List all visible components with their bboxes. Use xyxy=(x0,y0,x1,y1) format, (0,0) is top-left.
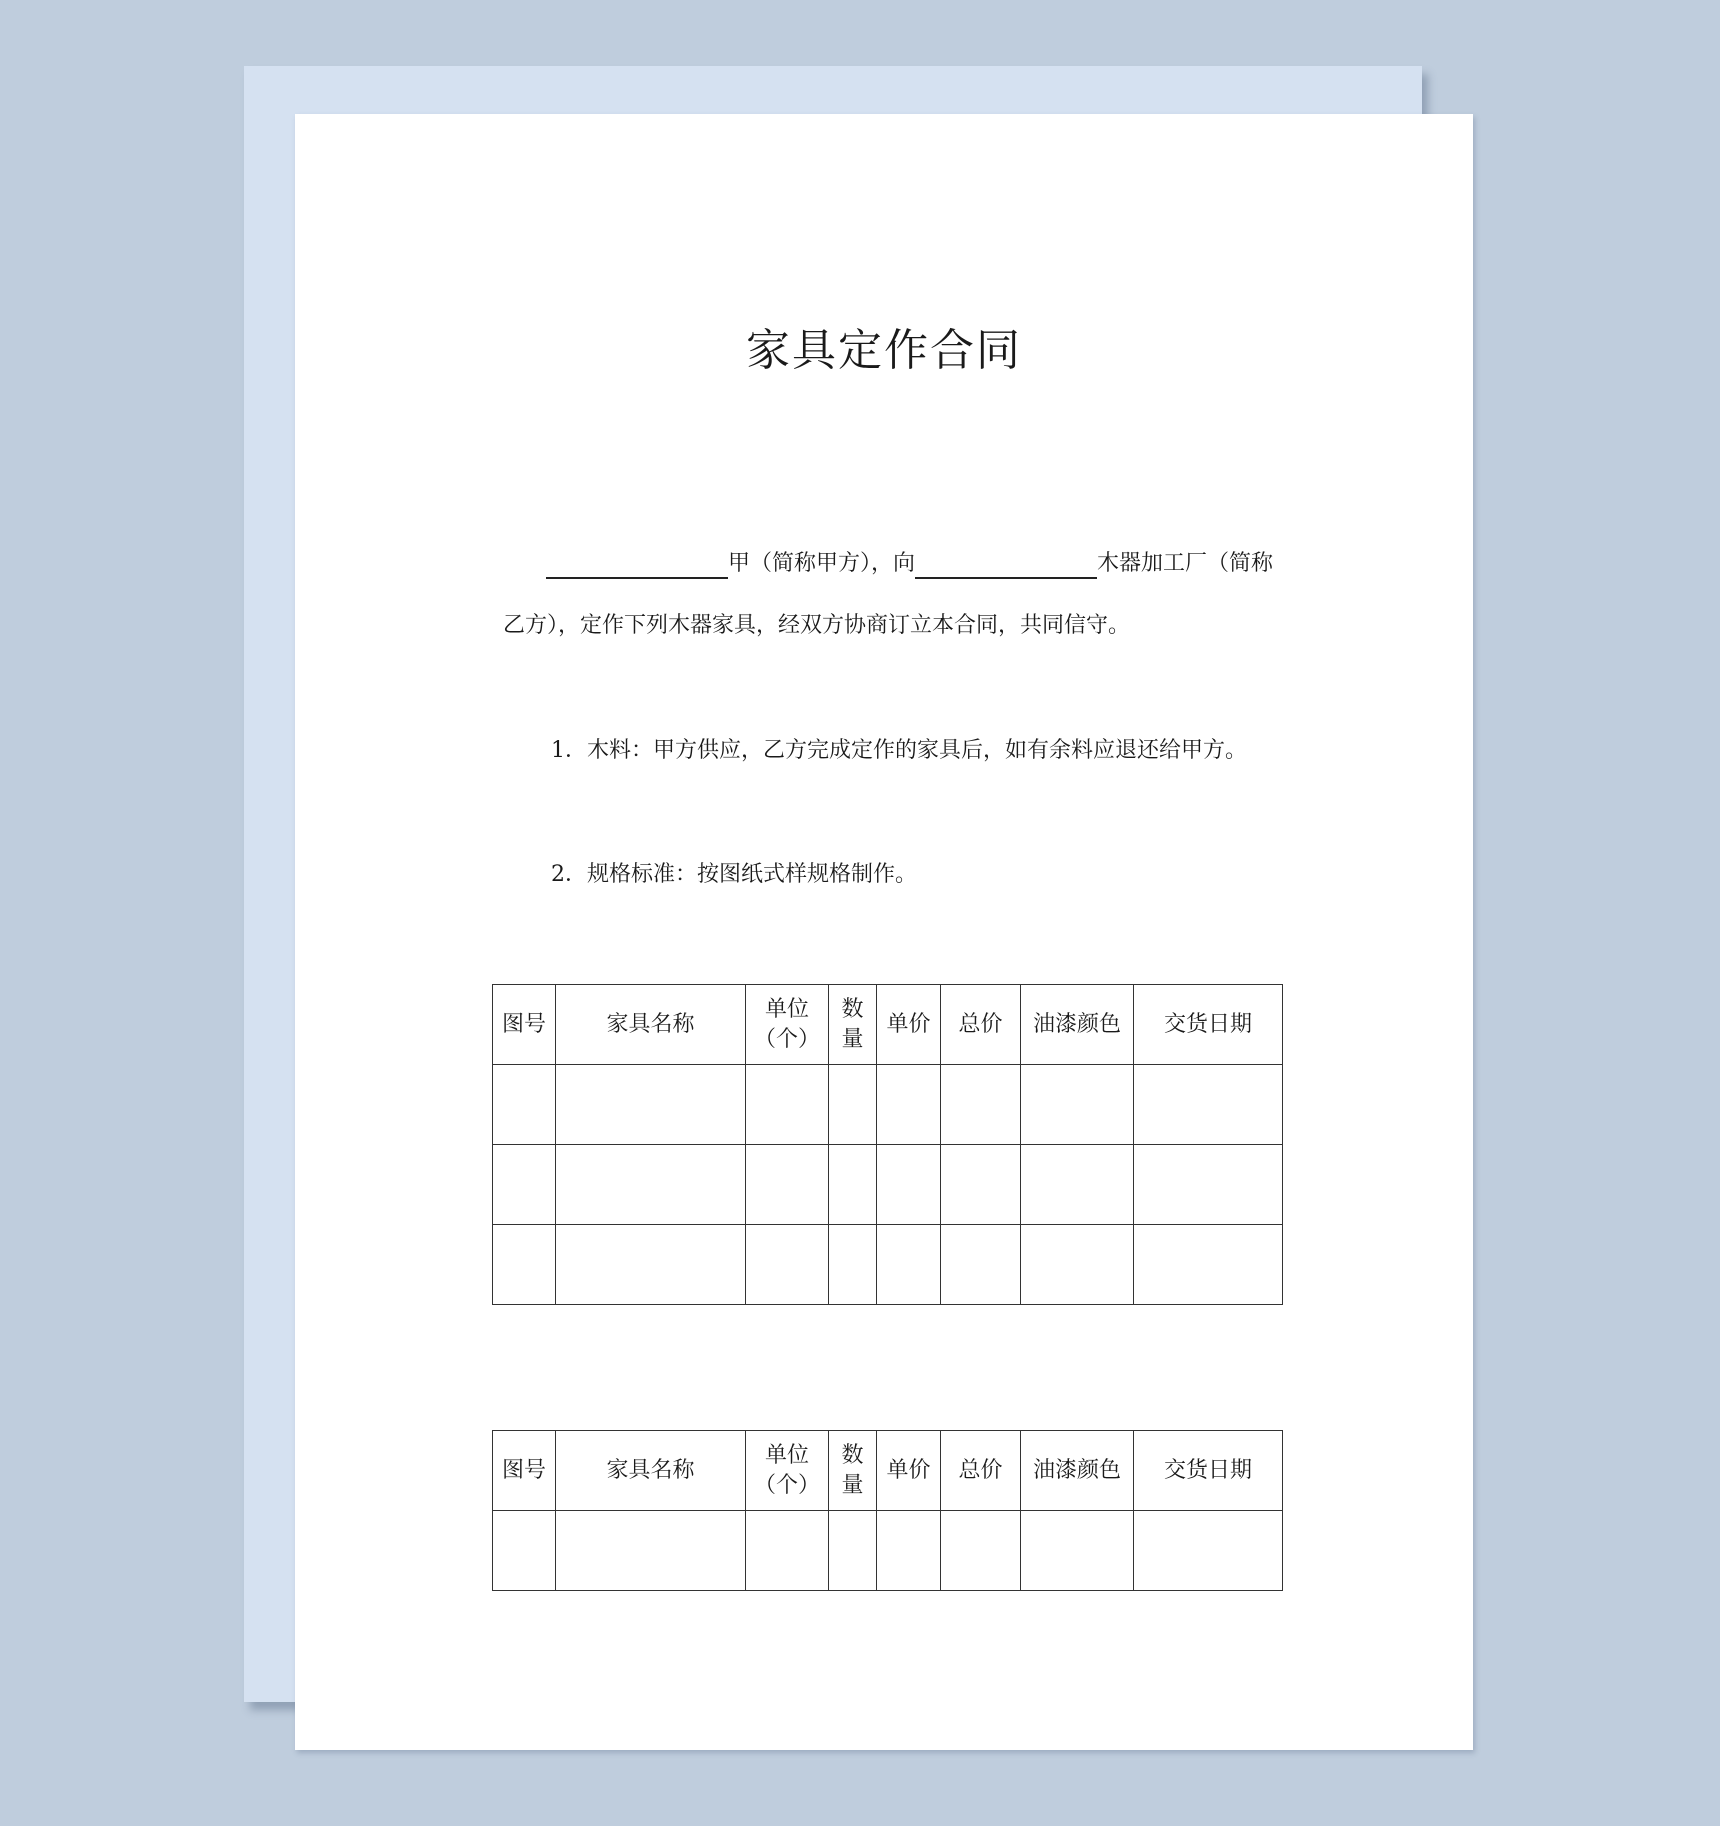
header-qty-line1: 数 xyxy=(841,1442,864,1468)
header-unit-price: 单价 xyxy=(877,985,941,1065)
table-cell[interactable] xyxy=(493,1511,556,1591)
table-cell[interactable] xyxy=(493,1145,556,1225)
party-b-blank xyxy=(915,553,1097,579)
header-unit xyxy=(746,985,829,1065)
intro-party-a-text: 甲（简称甲方），向 xyxy=(728,551,916,576)
party-a-blank xyxy=(546,553,728,579)
table-row xyxy=(493,1511,1283,1591)
header-drawing-no: 图号 xyxy=(493,1431,556,1511)
table-cell[interactable] xyxy=(746,1145,829,1225)
table-cell[interactable] xyxy=(746,1065,829,1145)
table-cell[interactable] xyxy=(1134,1065,1283,1145)
table-cell[interactable] xyxy=(941,1065,1021,1145)
header-total-price: 总价 xyxy=(941,985,1021,1065)
table-cell[interactable] xyxy=(829,1225,877,1305)
header-unit-line1: 单位 xyxy=(764,996,809,1022)
intro-line-2: 乙方），定作下列木器家具，经双方协商订立本合同，共同信守。 xyxy=(503,613,1131,638)
table-cell[interactable] xyxy=(877,1225,941,1305)
header-unit-price: 单价 xyxy=(877,1431,941,1511)
table-cell[interactable] xyxy=(829,1145,877,1225)
header-drawing-no: 图号 xyxy=(493,985,556,1065)
table-cell[interactable] xyxy=(877,1511,941,1591)
intro-line-1 xyxy=(546,549,1273,579)
table-cell[interactable] xyxy=(1021,1511,1134,1591)
header-paint-color: 油漆颜色 xyxy=(1021,1431,1134,1511)
header-quantity xyxy=(829,1431,877,1511)
header-unit-line2: （个） xyxy=(753,1472,820,1498)
clause-1: 1．木料：甲方供应，乙方完成定作的家具后，如有余料应退还给甲方。 xyxy=(551,738,1247,763)
furniture-table-2 xyxy=(492,1430,1283,1591)
table-cell[interactable] xyxy=(493,1065,556,1145)
table-cell[interactable] xyxy=(941,1145,1021,1225)
header-qty-line1: 数 xyxy=(841,996,864,1022)
table-header-row xyxy=(493,1431,1283,1511)
table-cell[interactable] xyxy=(493,1225,556,1305)
table-cell[interactable] xyxy=(1021,1065,1134,1145)
document-page xyxy=(295,114,1473,1750)
header-furniture-name: 家具名称 xyxy=(556,985,746,1065)
furniture-table-1 xyxy=(492,984,1283,1305)
header-qty-line2: 量 xyxy=(841,1026,864,1052)
intro-party-b-text: 木器加工厂（简称 xyxy=(1097,551,1274,576)
table-cell[interactable] xyxy=(941,1511,1021,1591)
header-delivery-date: 交货日期 xyxy=(1134,1431,1283,1511)
header-furniture-name: 家具名称 xyxy=(556,1431,746,1511)
table-row xyxy=(493,1065,1283,1145)
table-cell[interactable] xyxy=(1134,1225,1283,1305)
table-header-row xyxy=(493,985,1283,1065)
header-delivery-date: 交货日期 xyxy=(1134,985,1283,1065)
table-cell[interactable] xyxy=(1021,1225,1134,1305)
header-total-price: 总价 xyxy=(941,1431,1021,1511)
table-cell[interactable] xyxy=(556,1511,746,1591)
clause-2: 2．规格标准：按图纸式样规格制作。 xyxy=(551,862,917,887)
table-cell[interactable] xyxy=(829,1065,877,1145)
table-cell[interactable] xyxy=(829,1511,877,1591)
table-cell[interactable] xyxy=(556,1225,746,1305)
table-row xyxy=(493,1225,1283,1305)
table-cell[interactable] xyxy=(877,1065,941,1145)
table-row xyxy=(493,1145,1283,1225)
table-cell[interactable] xyxy=(556,1065,746,1145)
table-cell[interactable] xyxy=(1134,1145,1283,1225)
header-unit-line1: 单位 xyxy=(764,1442,809,1468)
header-unit xyxy=(746,1431,829,1511)
table-cell[interactable] xyxy=(746,1225,829,1305)
table-cell[interactable] xyxy=(877,1145,941,1225)
page-title: 家具定作合同 xyxy=(746,325,1022,376)
table-cell[interactable] xyxy=(556,1145,746,1225)
header-qty-line2: 量 xyxy=(841,1472,864,1498)
table-cell[interactable] xyxy=(1134,1511,1283,1591)
header-paint-color: 油漆颜色 xyxy=(1021,985,1134,1065)
table-cell[interactable] xyxy=(1021,1145,1134,1225)
table-cell[interactable] xyxy=(941,1225,1021,1305)
table-cell[interactable] xyxy=(746,1511,829,1591)
header-unit-line2: （个） xyxy=(753,1026,820,1052)
header-quantity xyxy=(829,985,877,1065)
